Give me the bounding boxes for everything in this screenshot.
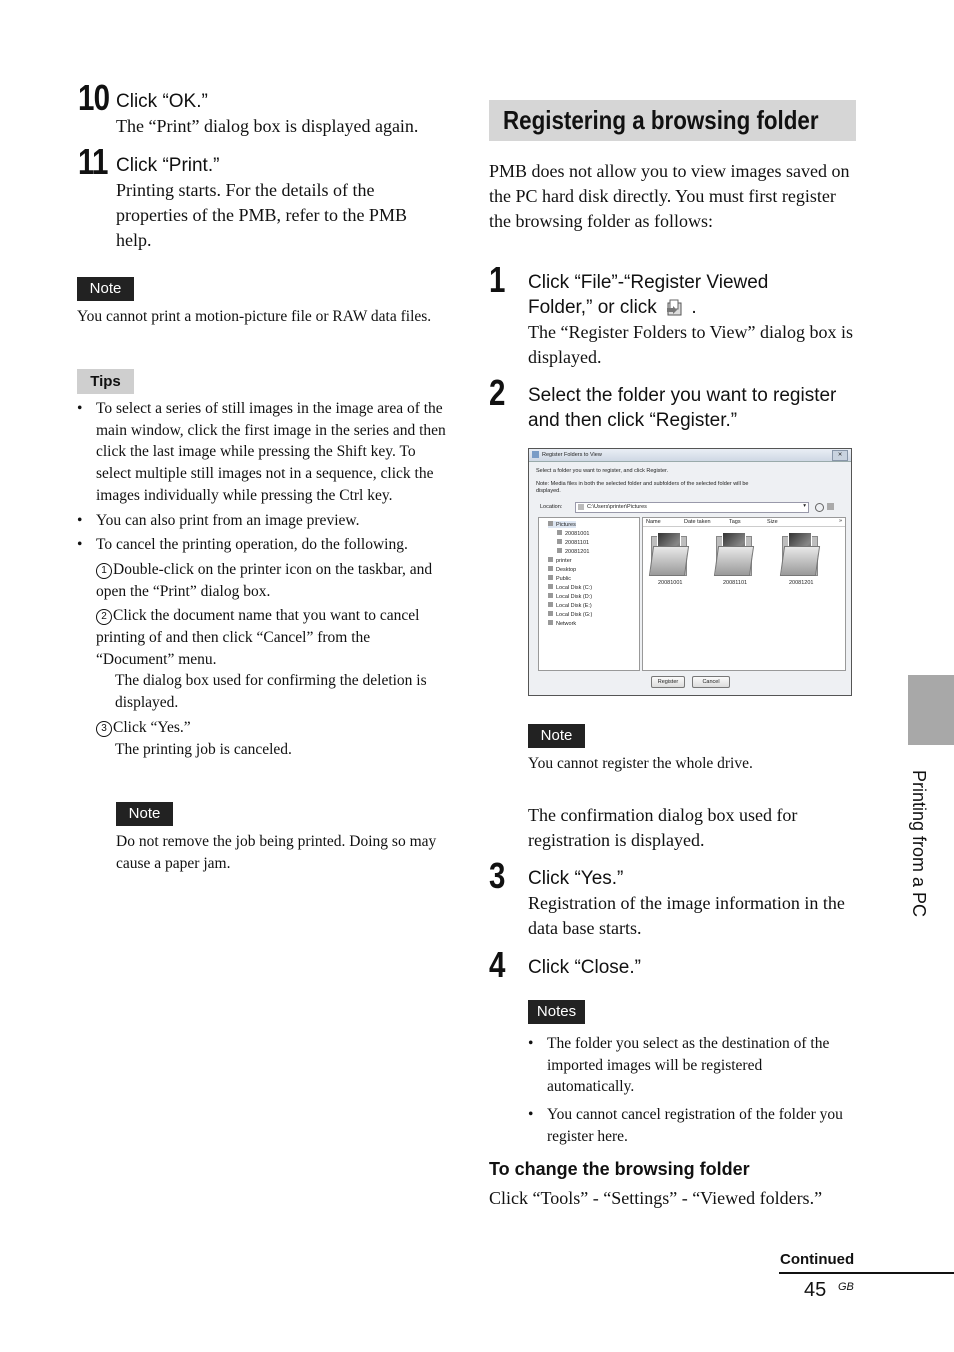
tree-item[interactable] [548,620,576,627]
folder-icon [548,602,553,607]
tree-item-label: Public [556,576,571,582]
step-heading: Select the folder you want to register and then click “Register.” [528,385,837,431]
step-heading-line: Click “File”-“Register Viewed [528,272,769,293]
substep [77,717,447,760]
step-number: 3 [489,855,505,896]
step-heading: Click “OK.” [116,91,208,112]
step-heading: Click “Yes.” [528,868,624,889]
folder-thumbnail-icon [782,532,816,574]
folder-label: 20081101 [723,580,748,586]
tree-item[interactable] [548,602,592,609]
app-icon [532,451,539,458]
column-header-row [643,518,845,527]
step-number: 1 [489,259,505,300]
tree-item[interactable] [548,575,571,582]
folder-thumbnail-icon [716,532,750,574]
continued-label: Continued [780,1251,855,1268]
notes-badge: Notes [528,1000,585,1024]
tips-block [77,398,447,760]
substep-text: Double-click on the printer icon on the taskbar, and open the “Print” dialog box. [96,560,433,600]
column-header-tags[interactable]: Tags [729,519,741,525]
note-text: You cannot print a motion-picture file or RAW data files. [77,308,432,325]
column-header-size[interactable]: Size [767,519,778,525]
close-icon[interactable]: ✕ [832,450,848,461]
substep [77,559,447,602]
tree-item[interactable] [548,593,592,600]
tree-item-label: Local Disk (G:) [556,612,593,618]
tips-item: • You can also print from an image preview. [77,510,447,532]
dialog-note-line: displayed. [536,488,561,494]
folder-icon [548,566,553,571]
folder-icon [548,611,553,616]
step-number: 4 [489,944,505,985]
tips-item: • To select a series of still images in the image area of the main window, click the first image in the series and then click the last image while pressing the Shift key. To select multiple still images not in a sequence, click the images individually while pressing the Ctrl key. [77,398,447,507]
confirm-text: The confirmation dialog box used for registration is displayed. [528,805,798,850]
folder-icon [548,521,553,526]
tree-item-label: printer [556,558,572,564]
footer-rule [779,1272,954,1274]
chevron-down-icon[interactable]: ▾ [803,503,806,509]
folder-icon [578,504,584,510]
register-button[interactable]: Register [651,676,685,688]
substep-extra: The printing job is canceled. [115,740,292,758]
note-badge: Note [77,277,134,301]
tree-item-label: Pictures [556,522,576,528]
register-folders-dialog [528,448,852,696]
file-list[interactable] [642,517,846,671]
location-label: Location: [540,504,563,510]
column-header-name[interactable]: Name [646,519,661,525]
substep [77,605,447,714]
notes-block [528,1033,848,1148]
step-number: 10 [78,77,110,118]
intro-text: PMB does not allow you to view images saved on the PC hard disk directly. You must first register the browsing folder as follows: [489,161,850,231]
substep-extra: The dialog box used for confirming the deletion is displayed. [115,672,427,712]
step-heading [528,270,858,320]
tree-item-label: Local Disk (C:) [556,585,593,591]
folder-icon [548,593,553,598]
tree-item-label: 20081001 [565,531,590,537]
tree-item-label: 20081101 [565,540,590,546]
column-header-date[interactable]: Date taken [684,519,711,525]
folder-icon [548,620,553,625]
circled-number: 2 [96,609,112,625]
folder-label: 20081201 [789,580,814,586]
tips-badge: Tips [77,369,134,394]
step-heading-text: Folder,” or click [528,297,657,318]
step-body: Printing starts. For the details of the properties of the PMB, refer to the PMB help. [116,180,407,250]
substep-text: Click “Yes.” [113,718,191,736]
tree-item[interactable] [557,539,589,546]
tree-item-label: Local Disk (E:) [556,603,592,609]
step-body: The “Register Folders to View” dialog box is displayed. [528,322,854,367]
folder-thumbnail-icon [651,532,685,574]
circled-number: 3 [96,721,112,737]
step-heading: Click “Print.” [116,155,220,176]
dialog-title: Register Folders to View [542,452,602,458]
new-folder-icon[interactable] [827,503,834,510]
side-tab-label: Printing from a PC [909,770,929,918]
notes-item: • You cannot cancel registration of the folder you register here. [528,1104,848,1147]
tree-item[interactable] [548,584,592,591]
step-heading-text: . [691,297,697,318]
step-heading-line [528,295,858,320]
notes-item: • The folder you select as the destination of the imported images will be registered automatically. [528,1033,848,1098]
tree-item[interactable] [548,611,592,618]
register-folder-icon[interactable] [664,297,684,317]
note-badge: Note [528,724,585,748]
step-number: 2 [489,372,505,413]
tree-item-label: 20081201 [565,549,590,555]
section-title: Registering a browsing folder [503,105,819,135]
circled-number: 1 [96,563,112,579]
tree-item-label: Local Disk (D:) [556,594,593,600]
step-body: The “Print” dialog box is displayed again. [116,116,419,136]
page-suffix: GB [838,1281,854,1293]
step-number: 11 [78,141,108,182]
more-columns-icon[interactable]: » [838,518,842,524]
folder-label: 20081001 [658,580,683,586]
folder-icon [548,557,553,562]
step-body: Registration of the image information in the data base starts. [528,893,845,938]
tips-item: • To cancel the printing operation, do the following. [77,534,447,556]
location-value: C:\Users\printer\Pictures [587,504,647,510]
tree-item-label: Desktop [556,567,577,573]
substep-text: Click the document name that you want to cancel printing of and then click “Cancel” from the “Document” menu. [96,607,420,668]
side-tab [908,675,954,745]
tree-item[interactable] [548,521,576,528]
location-field[interactable] [575,502,809,513]
section-header [489,100,856,141]
tree-item[interactable] [548,557,572,564]
dialog-instruction: Select a folder you want to register, and click Register. [536,468,669,474]
note-text: Do not remove the job being printed. Doing so may cause a paper jam. [116,833,437,872]
tree-item[interactable] [548,566,576,573]
note-badge: Note [116,802,173,826]
folder-icon [548,575,553,580]
subsection-heading: To change the browsing folder [489,1159,750,1179]
folder-icon [548,584,553,589]
folder-icon [557,548,562,553]
cancel-button[interactable]: Cancel [692,676,730,688]
folder-tree[interactable] [538,517,640,671]
refresh-icon[interactable] [815,503,824,512]
dialog-note-line: Note: Media files in both the selected folder and subfolders of the selected folder will be [536,481,749,487]
tree-item[interactable] [557,530,589,537]
step-heading: Click “Close.” [528,957,641,978]
subsection-text: Click “Tools” - “Settings” - “Viewed folders.” [489,1188,823,1208]
folder-icon [557,530,562,535]
note-text: You cannot register the whole drive. [528,755,753,772]
tree-item[interactable] [557,548,589,555]
dialog-titlebar [529,449,851,462]
page-number: 45 [804,1279,827,1301]
tree-item-label: Network [556,621,577,627]
folder-icon [557,539,562,544]
